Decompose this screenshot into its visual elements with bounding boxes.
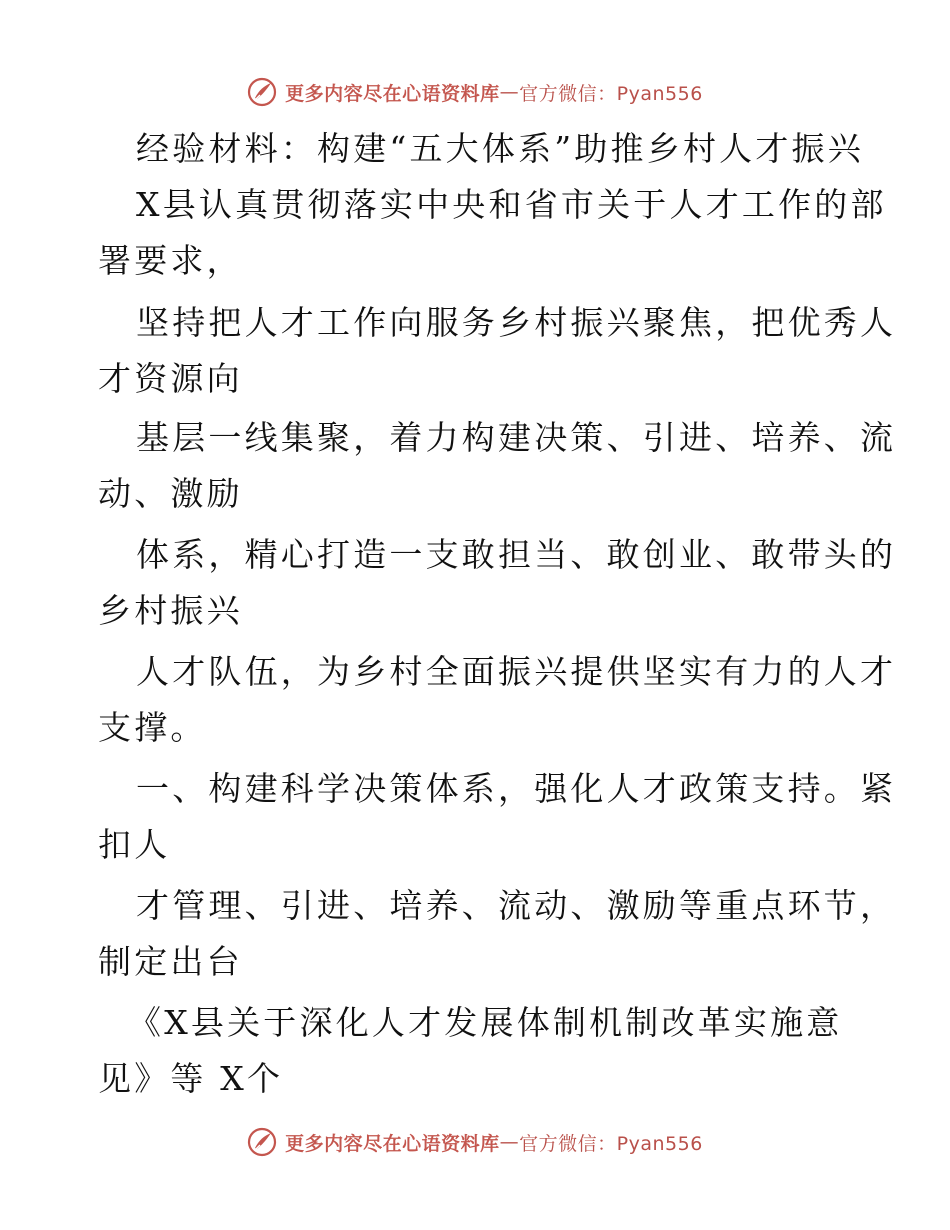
watermark-brand: 更多内容尽在心语资料库 xyxy=(285,82,500,105)
paragraph-line: 署要求， xyxy=(98,241,243,280)
paragraph-line: 乡村振兴 xyxy=(98,591,243,630)
watermark-brand: 更多内容尽在心语资料库 xyxy=(285,1132,500,1155)
paragraph-line: 基层一线集聚，着力构建决策、引进、培养、流 xyxy=(136,418,897,457)
watermark-contact: 官方微信：Pyan556 xyxy=(519,1132,703,1155)
paragraph-line: 体系，精心打造一支敢担当、敢创业、敢带头的 xyxy=(136,535,897,574)
watermark-separator: — xyxy=(499,81,520,103)
watermark-contact: 官方微信：Pyan556 xyxy=(519,82,703,105)
paragraph-line: 动、激励 xyxy=(98,474,243,513)
quill-logo-icon xyxy=(247,77,277,107)
paragraph-line: 制定出台 xyxy=(98,942,243,981)
paragraph-line: 才管理、引进、培养、流动、激励等重点环节， xyxy=(136,886,897,925)
watermark-separator: — xyxy=(499,1131,520,1153)
paragraph-line: 支撑。 xyxy=(98,708,207,747)
header-watermark xyxy=(0,72,950,112)
paragraph-line: 《X县关于深化人才发展体制机制改革实施意 xyxy=(128,1003,843,1042)
paragraph-line: 才资源向 xyxy=(98,359,243,398)
quill-logo-icon xyxy=(247,1127,277,1157)
paragraph-line: 扣人 xyxy=(98,825,171,864)
paragraph-line: X县认真贯彻落实中央和省市关于人才工作的部 xyxy=(136,185,887,224)
paragraph-line: 见》等 X个 xyxy=(98,1059,284,1098)
paragraph-line: 人才队伍，为乡村全面振兴提供坚实有力的人才 xyxy=(136,652,897,691)
paragraph-line: 一、构建科学决策体系，强化人才政策支持。紧 xyxy=(136,769,897,808)
footer-watermark xyxy=(0,1122,950,1162)
paragraph-line: 坚持把人才工作向服务乡村振兴聚焦，把优秀人 xyxy=(136,303,897,342)
document-title: 经验材料：构建“五大体系”助推乡村人才振兴 xyxy=(136,129,864,168)
